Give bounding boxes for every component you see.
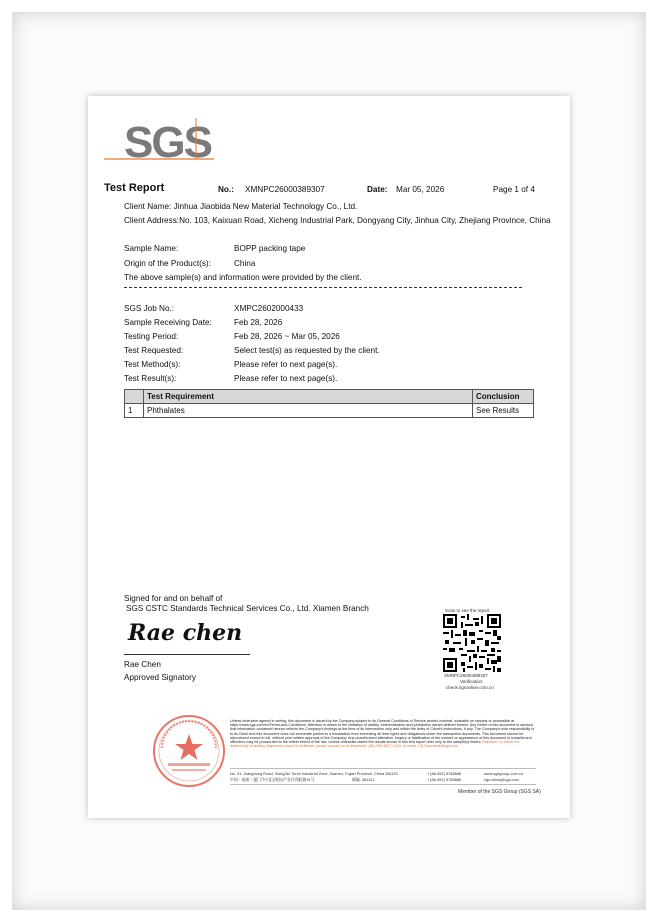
receiving-date-value: Feb 28, 2026 xyxy=(234,318,283,327)
footer-website: www.sgsgroup.com.cn xyxy=(484,771,523,776)
page-number: Page 1 of 4 xyxy=(493,185,535,194)
footer-tel: t (86-592) 5766888 xyxy=(428,771,462,776)
test-requested-label: Test Requested: xyxy=(124,346,184,355)
testing-period-label: Testing Period: xyxy=(124,332,179,341)
test-method-label: Test Method(s): xyxy=(124,360,181,369)
signatory-role: Approved Signatory xyxy=(124,673,196,682)
origin-value: China xyxy=(234,259,256,268)
report-no-value: XMNPC26000389307 xyxy=(245,185,325,194)
table-cell-conclusion: See Results xyxy=(473,404,534,418)
test-result-label: Test Result(s): xyxy=(124,374,177,383)
client-name: Client Name: Jinhua Jiaobida New Material Technology Co., Ltd. xyxy=(124,202,358,211)
qr-code-number: XMNPC26000389307 xyxy=(444,673,488,678)
report-title: Test Report xyxy=(104,182,165,194)
svg-text:SGS: SGS xyxy=(124,118,211,164)
footer-address-cn: 中国・福建・厦门市火炬(翔安)产业区翔虹路31号 xyxy=(230,777,315,782)
testing-period-value: Feb 28, 2026 ~ Mar 05, 2026 xyxy=(234,332,340,341)
report-no-label: No.: xyxy=(218,185,234,194)
table-header-no xyxy=(125,390,144,404)
report-date-value: Mar 05, 2026 xyxy=(396,185,445,194)
footer-attention-text: Attention: To check the authenticity of testing /inspection report & certificate, please contact us at telephone: (86-755) 8307 1443, or email: CN.Doccheck@sgs.com xyxy=(230,740,520,749)
table-header-row xyxy=(125,390,534,404)
test-method-value: Please refer to next page(s). xyxy=(234,360,338,369)
sample-name-label: Sample Name: xyxy=(124,244,179,253)
footer-terms-text: Unless otherwise agreed in writing, this document is issued by the Company subject to its General Conditions of Service printed overleaf, available on request or accessible at https://www.sgs.com/en/Terms-and-Conditions. Attention is drawn to the limitation of liability, indemnification and jurisdiction issues defined therein. Any holder of this document is advised that information contained hereon reflects the Company's findings at the time of its intervention only and within the limits of Client's instructions, if any. The Company's sole responsibility is to its Client and this document does not exonerate parties to a transaction from exercising all their rights and obligations under the transaction documents. This document cannot be reproduced except in full, without prior written approval of the Company. Any unauthorized alteration, forgery or falsification of the content or appearance of this document is unlawful and offenders may be prosecuted to the fullest extent of the law. Unless otherwise stated the results shown in this test report refer only to the sample(s) tested. xyxy=(230,719,535,745)
report-page xyxy=(88,96,570,818)
footer-address-en: No. 31, Xianghong Road, Xiang'An Torch Industrial Zone, Xiamen, Fujian Province, China 361101 xyxy=(230,771,398,776)
job-no-value: XMPC2602000433 xyxy=(234,304,304,313)
footer-rule-top xyxy=(230,768,536,769)
sgs-member-line: Member of the SGS Group (SGS SA) xyxy=(458,789,541,795)
table-header-conclusion: Conclusion xyxy=(473,390,534,404)
signed-behalf-line1: Signed for and on behalf of xyxy=(124,594,223,603)
job-no-label: SGS Job No.: xyxy=(124,304,175,313)
footer-rule-bottom xyxy=(230,784,536,785)
receiving-date-label: Sample Receiving Date: xyxy=(124,318,212,327)
company-seal-icon xyxy=(150,712,228,790)
qr-caption: Scan to see the report xyxy=(445,608,490,613)
signed-behalf-line2: SGS CSTC Standards Technical Services Co., Ltd. Xiamen Branch xyxy=(126,604,369,613)
table-row xyxy=(125,404,534,418)
test-requested-value: Select test(s) as requested by the client. xyxy=(234,346,380,355)
footer-postcode-cn: 邮编: 361101 xyxy=(352,777,375,782)
footer-email: sgs.china@sgs.com xyxy=(484,777,519,782)
handwritten-signature: Rae chen xyxy=(128,620,243,646)
test-requirement-table xyxy=(124,389,534,418)
origin-label: Origin of the Product(s): xyxy=(124,259,211,268)
report-date-label: Date: xyxy=(367,185,388,194)
divider-dashed xyxy=(124,287,522,288)
footer-fine-print xyxy=(230,719,536,748)
test-result-value: Please refer to next page(s). xyxy=(234,374,338,383)
qr-code-icon xyxy=(443,614,501,672)
table-cell-no: 1 xyxy=(125,404,144,418)
client-address: Client Address:No. 103, Kaixuan Road, Xicheng Industrial Park, Dongyang City, Jinhua City, Zhejiang Province, China xyxy=(124,216,551,225)
sample-note: The above sample(s) and information were provided by the client. xyxy=(124,273,362,282)
signature-line xyxy=(124,654,250,655)
verification-url: check.sgsonline.com.cn xyxy=(446,685,494,690)
table-cell-requirement: Phthalates xyxy=(144,404,473,418)
sample-name-value: BOPP packing tape xyxy=(234,244,306,253)
table-header-requirement: Test Requirement xyxy=(144,390,473,404)
verification-label: Verification: xyxy=(460,679,484,684)
sgs-logo xyxy=(104,112,214,164)
signatory-name: Rae Chen xyxy=(124,660,161,669)
footer-fax: f (86-592) 5766888 xyxy=(428,777,462,782)
